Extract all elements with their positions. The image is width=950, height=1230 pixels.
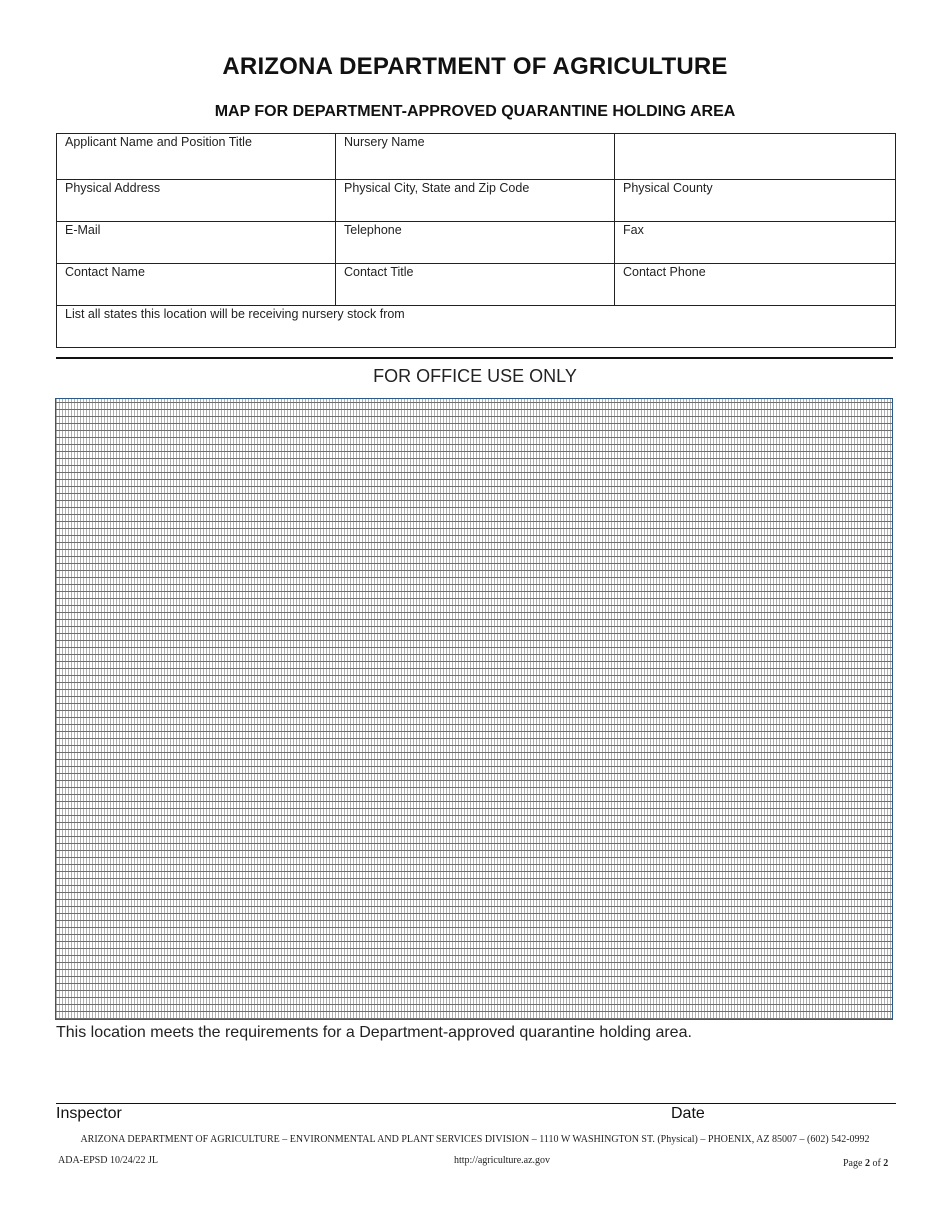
physical-city-field[interactable]: Physical City, State and Zip Code — [336, 180, 615, 222]
signature-line[interactable] — [56, 1103, 896, 1104]
page-prefix: Page — [843, 1158, 863, 1169]
date-label: Date — [671, 1105, 705, 1122]
office-use-heading: FOR OFFICE USE ONLY — [373, 366, 577, 386]
inspector-label: Inspector — [56, 1105, 122, 1122]
telephone-field[interactable]: Telephone — [336, 222, 615, 264]
page-of: of — [872, 1158, 881, 1169]
page-number — [843, 1158, 888, 1169]
blank-field[interactable] — [615, 134, 896, 180]
page-current: 2 — [864, 1158, 870, 1169]
states-list-field[interactable]: List all states this location will be receiving nursery stock from — [57, 306, 896, 348]
applicant-info-table — [56, 133, 896, 348]
applicant-name-field[interactable]: Applicant Name and Position Title — [57, 134, 336, 180]
approval-statement: This location meets the requirements for a Department-approved quarantine holding area. — [56, 1024, 692, 1041]
website-link[interactable]: http://agriculture.az.gov — [453, 1155, 551, 1166]
footer-address: ARIZONA DEPARTMENT OF AGRICULTURE – ENVIRONMENTAL AND PLANT SERVICES DIVISION – 1110 W WASHINGTON ST. (Physical) – PHOENIX, AZ 85007 – (602) 542-0992 — [80, 1134, 870, 1145]
map-grid-area[interactable] — [55, 398, 893, 1020]
contact-title-field[interactable]: Contact Title — [336, 264, 615, 306]
form-code: ADA-EPSD 10/24/22 JL — [58, 1155, 159, 1166]
contact-name-field[interactable]: Contact Name — [57, 264, 336, 306]
section-divider — [56, 357, 893, 359]
physical-county-field[interactable]: Physical County — [615, 180, 896, 222]
page-title: ARIZONA DEPARTMENT OF AGRICULTURE — [222, 53, 728, 80]
email-field[interactable]: E-Mail — [57, 222, 336, 264]
nursery-name-field[interactable]: Nursery Name — [336, 134, 615, 180]
contact-phone-field[interactable]: Contact Phone — [615, 264, 896, 306]
fax-field[interactable]: Fax — [615, 222, 896, 264]
page-total: 2 — [883, 1158, 889, 1169]
form-subtitle: MAP FOR DEPARTMENT-APPROVED QUARANTINE HOLDING AREA — [214, 103, 736, 120]
physical-address-field[interactable]: Physical Address — [57, 180, 336, 222]
